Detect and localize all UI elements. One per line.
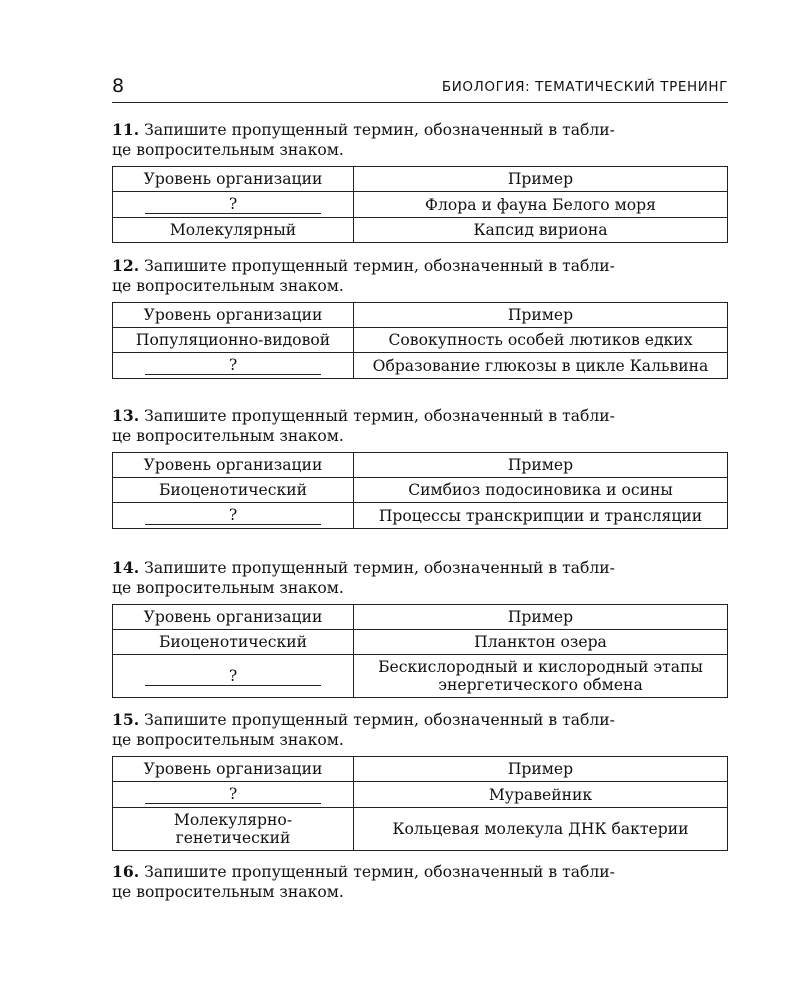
table-row bbox=[113, 808, 728, 851]
question-prompt: 12. Запишите пропущенный термин, обозначенный в табли- це вопросительным знаком. bbox=[112, 256, 615, 295]
table-row bbox=[113, 192, 728, 218]
running-title: БИОЛОГИЯ: ТЕМАТИЧЕСКИЙ ТРЕНИНГ bbox=[441, 79, 728, 95]
table-cell-example: Муравейник bbox=[354, 782, 728, 808]
header-example: Пример bbox=[354, 453, 728, 478]
question-prompt: 16. Запишите пропущенный термин, обозначенный в табли- це вопросительным знаком. bbox=[112, 862, 615, 901]
header-level: Уровень организации bbox=[113, 605, 354, 630]
table-row bbox=[113, 782, 728, 808]
answer-blank[interactable]: ? bbox=[145, 668, 321, 686]
question-prompt: 14. Запишите пропущенный термин, обозначенный в табли- це вопросительным знаком. bbox=[112, 558, 615, 597]
header-level: Уровень организации bbox=[113, 453, 354, 478]
table-cell-level bbox=[113, 503, 354, 529]
table-cell-example: Совокупность особей лютиков едких bbox=[354, 328, 728, 353]
question-number: 16. bbox=[112, 862, 140, 881]
question-16 bbox=[112, 862, 728, 902]
table-header-row bbox=[113, 605, 728, 630]
table-cell-example: Планктон озера bbox=[354, 630, 728, 655]
table-cell-level bbox=[113, 192, 354, 218]
question-prompt: 15. Запишите пропущенный термин, обозначенный в табли- це вопросительным знаком. bbox=[112, 710, 615, 749]
answer-blank[interactable]: ? bbox=[145, 786, 321, 804]
table-header-row bbox=[113, 167, 728, 192]
table-row bbox=[113, 353, 728, 379]
table-row bbox=[113, 503, 728, 529]
header-level: Уровень организации bbox=[113, 167, 354, 192]
table-cell-example: Процессы транскрипции и трансляции bbox=[354, 503, 728, 529]
question-prompt: 13. Запишите пропущенный термин, обозначенный в табли- це вопросительным знаком. bbox=[112, 406, 615, 445]
answer-blank[interactable]: ? bbox=[145, 507, 321, 525]
page-number: 8 bbox=[112, 75, 125, 97]
table-cell-example: Образование глюкозы в цикле Кальвина bbox=[354, 353, 728, 379]
table-row bbox=[113, 655, 728, 698]
table-header-row bbox=[113, 303, 728, 328]
header-example: Пример bbox=[354, 757, 728, 782]
header-example: Пример bbox=[354, 605, 728, 630]
question-number: 12. bbox=[112, 256, 140, 275]
table-cell-level: Биоценотический bbox=[113, 478, 354, 503]
table-cell-level: Биоценотический bbox=[113, 630, 354, 655]
table-cell-level bbox=[113, 655, 354, 698]
question-number: 15. bbox=[112, 710, 140, 729]
table-cell-example: Бескислородный и кислородный этапы энергетического обмена bbox=[354, 655, 728, 698]
answer-blank[interactable]: ? bbox=[145, 196, 321, 214]
question-table bbox=[112, 166, 728, 243]
table-cell-level: Молекулярно-генетический bbox=[113, 808, 354, 851]
table-cell-example: Кольцевая молекула ДНК бактерии bbox=[354, 808, 728, 851]
question-number: 13. bbox=[112, 406, 140, 425]
question-number: 11. bbox=[112, 120, 140, 139]
table-cell-level: Молекулярный bbox=[113, 218, 354, 243]
table-row bbox=[113, 630, 728, 655]
table-header-row bbox=[113, 453, 728, 478]
header-example: Пример bbox=[354, 303, 728, 328]
table-row bbox=[113, 478, 728, 503]
header-level: Уровень организации bbox=[113, 757, 354, 782]
question-number: 14. bbox=[112, 558, 140, 577]
question-15 bbox=[112, 710, 728, 851]
table-header-row bbox=[113, 757, 728, 782]
header-example: Пример bbox=[354, 167, 728, 192]
question-13 bbox=[112, 406, 728, 529]
table-cell-level bbox=[113, 353, 354, 379]
table-cell-level bbox=[113, 782, 354, 808]
question-11 bbox=[112, 120, 728, 243]
question-table bbox=[112, 756, 728, 851]
table-row bbox=[113, 328, 728, 353]
header-level: Уровень организации bbox=[113, 303, 354, 328]
question-table bbox=[112, 452, 728, 529]
question-12 bbox=[112, 256, 728, 379]
question-table bbox=[112, 302, 728, 379]
question-table bbox=[112, 604, 728, 698]
table-cell-example: Флора и фауна Белого моря bbox=[354, 192, 728, 218]
table-row bbox=[113, 218, 728, 243]
page-header bbox=[112, 74, 728, 103]
table-cell-example: Капсид вириона bbox=[354, 218, 728, 243]
table-cell-level: Популяционно-видовой bbox=[113, 328, 354, 353]
table-cell-example: Симбиоз подосиновика и осины bbox=[354, 478, 728, 503]
question-14 bbox=[112, 558, 728, 698]
question-prompt: 11. Запишите пропущенный термин, обозначенный в табли- це вопросительным знаком. bbox=[112, 120, 615, 159]
answer-blank[interactable]: ? bbox=[145, 357, 321, 375]
